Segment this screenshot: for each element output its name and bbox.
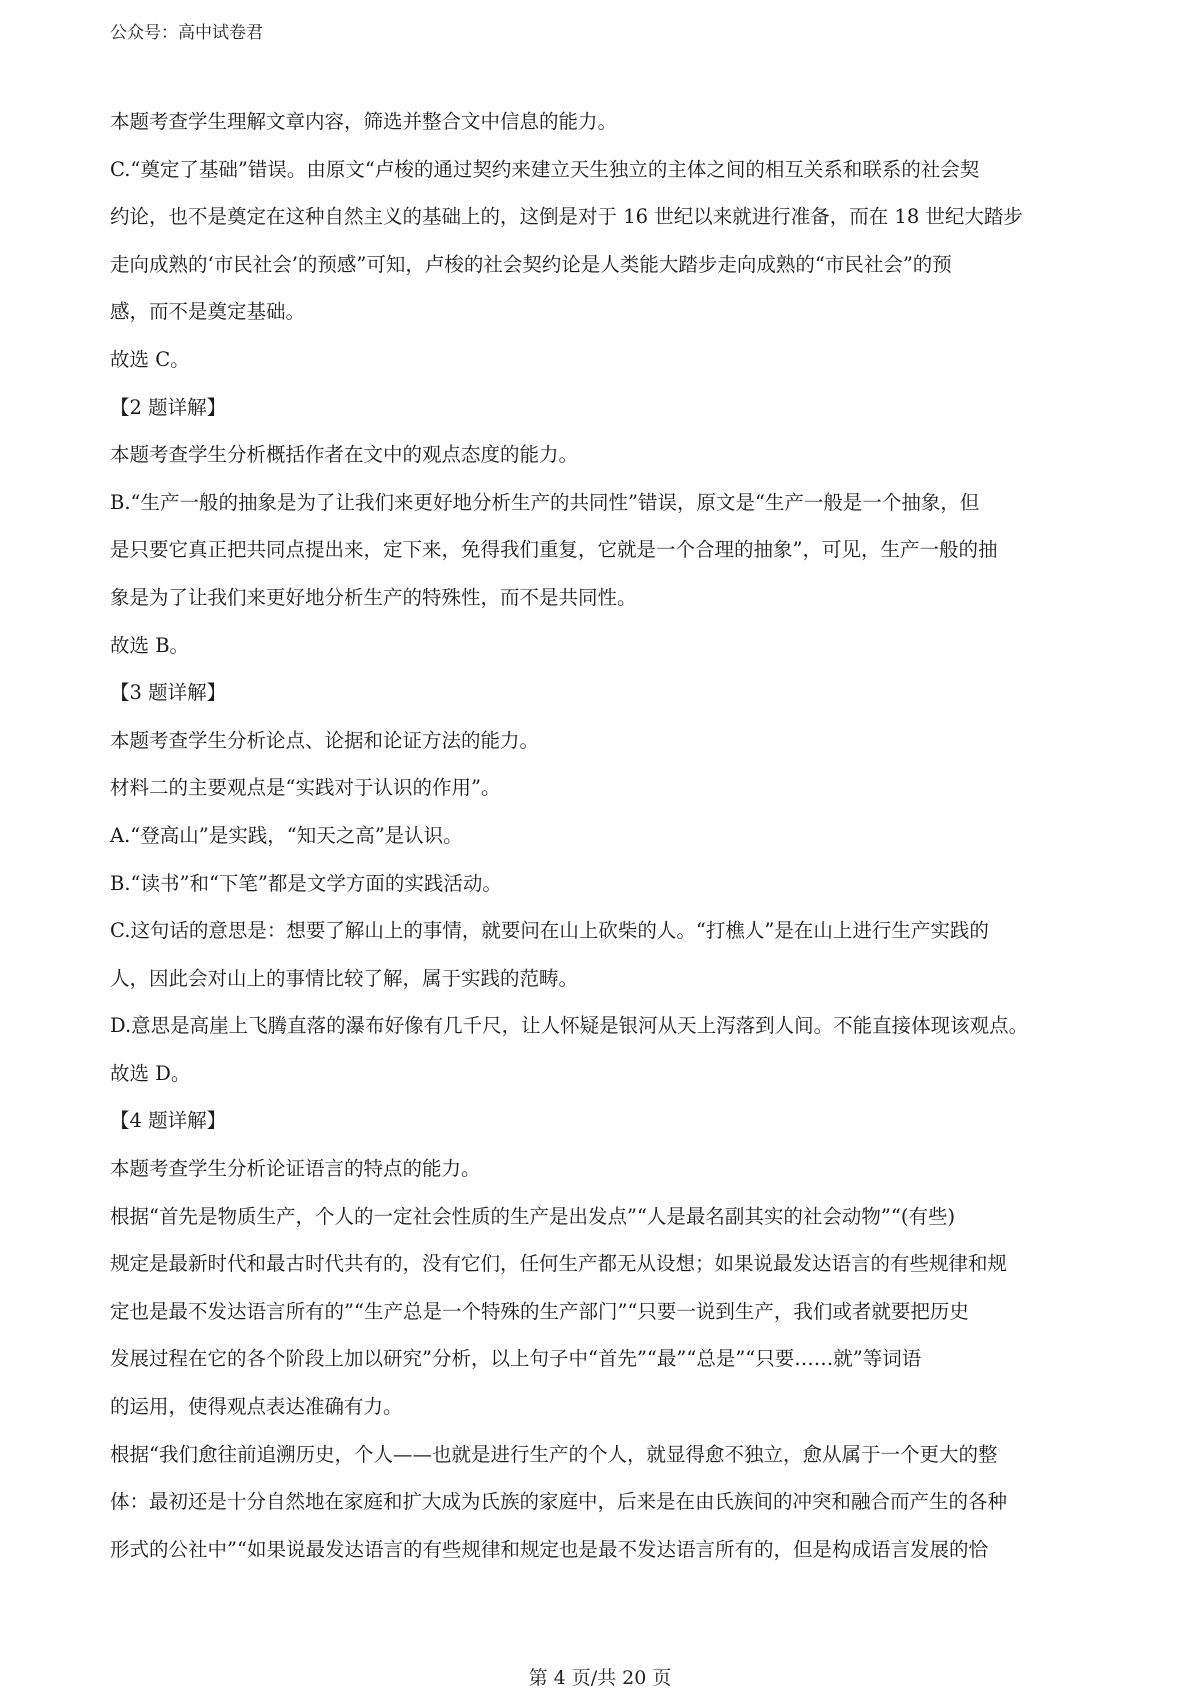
text-line: 本题考查学生分析论证语言的特点的能力。 bbox=[110, 1157, 481, 1181]
text-line: D.意思是高崖上飞腾直落的瀑布好像有几千尺，让人怀疑是银河从天上泻落到人间。不能直接体现该观点。 bbox=[110, 1014, 1029, 1038]
text-line: 规定是最新时代和最古时代共有的，没有它们，任何生产都无从设想；如果说最发达语言的有些规律和规 bbox=[110, 1252, 1008, 1276]
text-line: 故选 C。 bbox=[110, 347, 190, 371]
text-line: 感，而不是奠定基础。 bbox=[110, 300, 306, 324]
text-line: 根据“我们愈往前追溯历史，个人——也就是进行生产的个人，就显得愈不独立，愈从属于一个更大的整 bbox=[110, 1442, 998, 1466]
text-line: 人，因此会对山上的事情比较了解，属于实践的范畴。 bbox=[110, 966, 579, 990]
page-header: 公众号：高中试卷君 bbox=[110, 23, 263, 43]
text-line: 走向成熟的‘市民社会’的预感”可知，卢梭的社会契约论是人类能大踏步走向成熟的“市民社会”的预 bbox=[110, 252, 952, 276]
text-line: 材料二的主要观点是“实践对于认识的作用”。 bbox=[110, 776, 501, 800]
section-heading: 【3 题详解】 bbox=[110, 681, 227, 705]
text-line: 体：最初还是十分自然地在家庭和扩大成为氏族的家庭中，后来是在由氏族间的冲突和融合而产生的各种 bbox=[110, 1490, 1008, 1514]
text-line: 的运用，使得观点表达准确有力。 bbox=[110, 1395, 403, 1419]
text-line: 约论，也不是奠定在这种自然主义的基础上的，这倒是对于 16 世纪以来就进行准备，而在 18 世纪大踏步 bbox=[110, 205, 1023, 229]
text-line: B.“读书”和“下笔”都是文学方面的实践活动。 bbox=[110, 871, 502, 895]
document-body bbox=[110, 98, 1100, 1573]
text-line: 定也是最不发达语言所有的”“生产总是一个特殊的生产部门”“只要一说到生产，我们或者就要把历史 bbox=[110, 1299, 969, 1323]
text-line: 本题考查学生分析概括作者在文中的观点态度的能力。 bbox=[110, 443, 579, 467]
text-line: B.“生产一般的抽象是为了让我们来更好地分析生产的共同性”错误，原文是“生产一般是一个抽象，但 bbox=[110, 490, 980, 514]
text-line: 发展过程在它的各个阶段上加以研究”分析，以上句子中“首先”“最”“总是”“只要……就”等词语 bbox=[110, 1347, 922, 1371]
section-heading: 【2 题详解】 bbox=[110, 395, 227, 419]
text-line: 根据“首先是物质生产，个人的一定社会性质的生产是出发点”“人是最名副其实的社会动物”“(有些) bbox=[110, 1204, 956, 1228]
section-heading: 【4 题详解】 bbox=[110, 1109, 227, 1133]
text-line: 象是为了让我们来更好地分析生产的特殊性，而不是共同性。 bbox=[110, 585, 637, 609]
text-line: C.这句话的意思是：想要了解山上的事情，就要问在山上砍柴的人。“打樵人”是在山上进行生产实践的 bbox=[110, 919, 989, 943]
page-number: 第 4 页/共 20 页 bbox=[528, 1667, 672, 1689]
text-line: 本题考查学生理解文章内容，筛选并整合文中信息的能力。 bbox=[110, 110, 618, 133]
text-line: 故选 D。 bbox=[110, 1061, 191, 1085]
text-line: 是只要它真正把共同点提出来，定下来，免得我们重复，它就是一个合理的抽象”，可见，生产一般的抽 bbox=[110, 538, 998, 562]
text-line: 形式的公社中”“如果说最发达语言的有些规律和规定也是最不发达语言所有的，但是构成语言发展的恰 bbox=[110, 1537, 988, 1561]
text-line: A.“登高山”是实践，“知天之高”是认识。 bbox=[110, 823, 463, 847]
text-line: 本题考查学生分析论点、论据和论证方法的能力。 bbox=[110, 728, 540, 752]
text-line: C.“奠定了基础”错误。由原文“卢梭的通过契约来建立天生独立的主体之间的相互关系和联系的社会契 bbox=[110, 157, 980, 181]
text-line: 故选 B。 bbox=[110, 633, 190, 657]
